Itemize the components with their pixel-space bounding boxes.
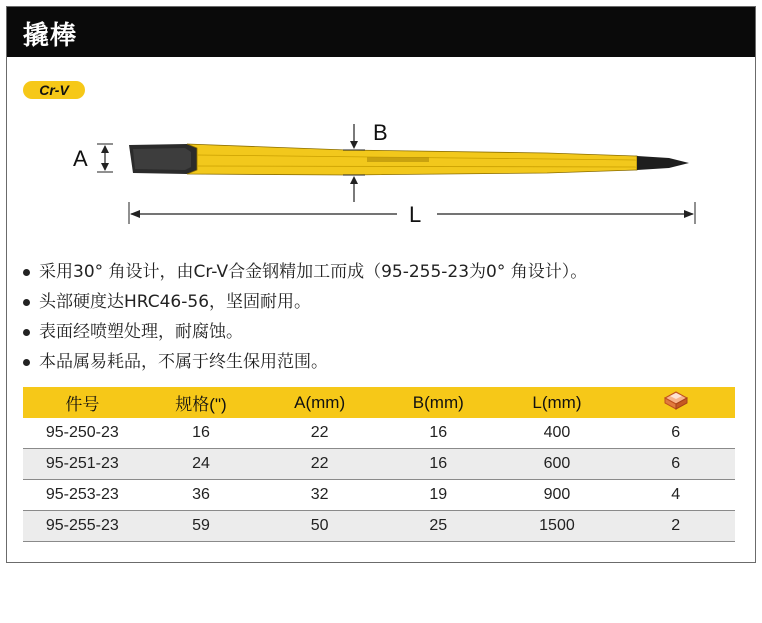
page-title: 撬棒 bbox=[23, 21, 78, 51]
table-row bbox=[23, 480, 735, 511]
cell-b: 25 bbox=[379, 511, 498, 542]
feature-list bbox=[21, 257, 587, 377]
header-bar bbox=[7, 7, 755, 57]
cell-part-no: 95-250-23 bbox=[23, 418, 142, 449]
cell-a: 22 bbox=[260, 418, 379, 449]
cell-l: 600 bbox=[498, 449, 617, 480]
material-badge-label: Cr-V bbox=[39, 82, 69, 98]
cell-size: 16 bbox=[142, 418, 261, 449]
cell-l: 1500 bbox=[498, 511, 617, 542]
cell-l: 400 bbox=[498, 418, 617, 449]
cell-b: 16 bbox=[379, 449, 498, 480]
table-row bbox=[23, 418, 735, 449]
cell-package: 2 bbox=[616, 511, 735, 542]
cell-package: 6 bbox=[616, 449, 735, 480]
feature-item: 本品属易耗品，不属于终生保用范围。 bbox=[21, 347, 587, 377]
cell-part-no: 95-253-23 bbox=[23, 480, 142, 511]
cell-size: 24 bbox=[142, 449, 261, 480]
table-row bbox=[23, 449, 735, 480]
spec-table bbox=[23, 387, 735, 542]
cell-size: 59 bbox=[142, 511, 261, 542]
table-header-row bbox=[23, 387, 735, 418]
tool-diagram bbox=[47, 112, 727, 232]
cell-l: 900 bbox=[498, 480, 617, 511]
col-header-l: L(mm) bbox=[498, 387, 617, 418]
dimension-a-label: A bbox=[73, 146, 88, 171]
cell-part-no: 95-255-23 bbox=[23, 511, 142, 542]
col-header-part-no: 件号 bbox=[23, 387, 142, 418]
cell-b: 16 bbox=[379, 418, 498, 449]
cell-a: 22 bbox=[260, 449, 379, 480]
cell-package: 4 bbox=[616, 480, 735, 511]
cell-package: 6 bbox=[616, 418, 735, 449]
cell-a: 50 bbox=[260, 511, 379, 542]
pry-bar bbox=[129, 144, 689, 175]
feature-item: 表面经喷塑处理，耐腐蚀。 bbox=[21, 317, 587, 347]
col-header-a: A(mm) bbox=[260, 387, 379, 418]
product-panel bbox=[6, 6, 756, 563]
table-row bbox=[23, 511, 735, 542]
cell-size: 36 bbox=[142, 480, 261, 511]
col-header-size: 规格(") bbox=[142, 387, 261, 418]
cell-a: 32 bbox=[260, 480, 379, 511]
box-icon bbox=[663, 390, 689, 410]
feature-item: 头部硬度达HRC46-56，坚固耐用。 bbox=[21, 287, 587, 317]
material-badge bbox=[23, 81, 85, 99]
col-header-b: B(mm) bbox=[379, 387, 498, 418]
feature-item: 采用30° 角设计，由Cr-V合金钢精加工而成（95-255-23为0° 角设计）。 bbox=[21, 257, 587, 287]
dimension-a-marker bbox=[97, 144, 113, 172]
cell-part-no: 95-251-23 bbox=[23, 449, 142, 480]
col-header-package bbox=[616, 387, 735, 418]
dimension-b-label: B bbox=[373, 120, 388, 145]
cell-b: 19 bbox=[379, 480, 498, 511]
dimension-l-label: L bbox=[409, 202, 422, 227]
